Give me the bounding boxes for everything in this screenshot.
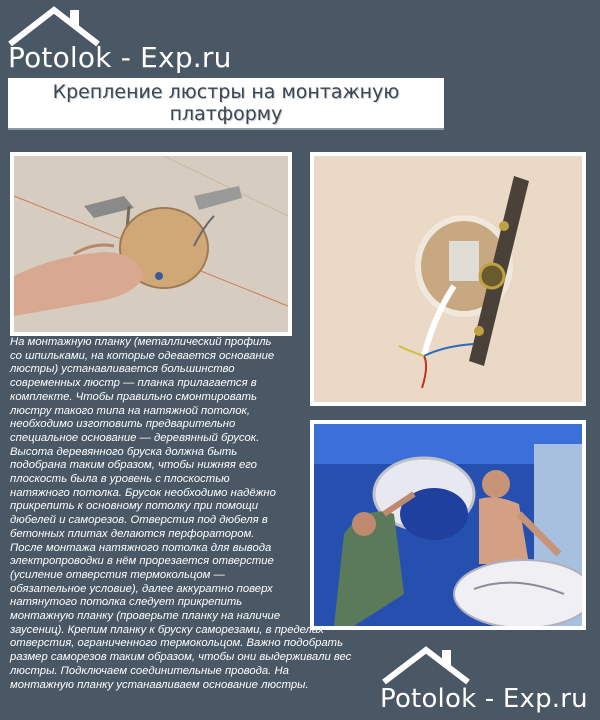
site-logo-bottom[interactable] bbox=[380, 644, 596, 716]
article-text: На монтажную планку (металлический профиль со шпильками, на которые одевается основание люстры) устанавливается большинство современных люстр — планка прилагается в комплекте. Чтобы правильно смонтировать люстру такого типа на натяжной потолок, необходимо изготовить предварительно специальное основание — деревянный брусок. Высота деревянного бруска должна быть подобрана таким образом, чтобы нижняя его плоскость была в уровень с плоскостью натяжного потолка. Брусок необходимо надёжно прикрепить к основному потолку при помощи дюбелей и саморезов. Отверстия под дюбеля в бетонных плитах делаются перфоратором. После монтажа натяжного потолка для вывода электропроводки в нём прорезается отверстие (усиление отверстия термокольцом — обязательное условие), далее аккуратно поверх натянутого потолка следует прикрепить монтажную планку (проверьте планку на наличие заусениц). Крепим планку к бруску саморезами, в пределах отверстия, ограниченного термокольцом. Важно подобрать размер саморезов таким образом, чтобы они выдерживали вес люстры. Подключаем соединительные провода. На монтажную планку устанавливаем основание люстры. bbox=[10, 336, 352, 691]
photo-wooden-base bbox=[10, 152, 292, 336]
logo-text: Potolok - Exp.ru bbox=[380, 684, 588, 714]
title-box bbox=[8, 78, 444, 130]
house-roof-icon bbox=[380, 644, 476, 686]
site-logo-top[interactable] bbox=[6, 4, 246, 76]
logo-text: Potolok - Exp.ru bbox=[8, 41, 232, 74]
page-title: Крепление люстры на монтажную платформу bbox=[52, 81, 400, 125]
